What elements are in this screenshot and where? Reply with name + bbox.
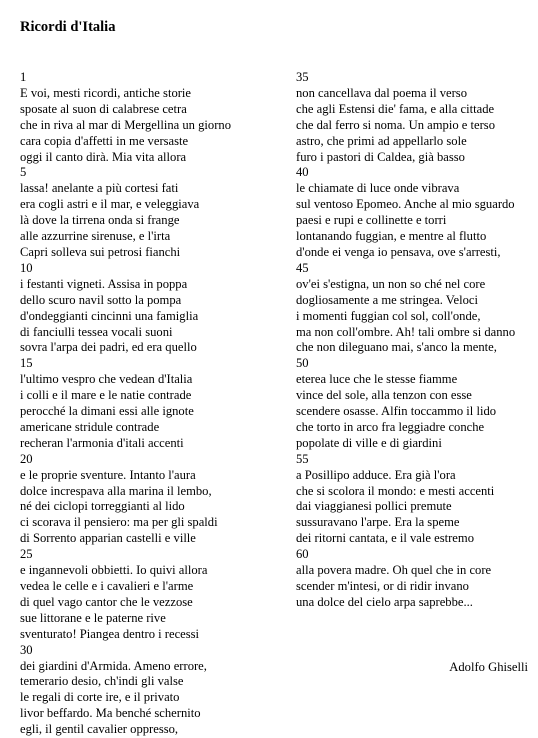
verse-line: l'ultimo vespro che vedean d'Italia <box>20 372 193 387</box>
verse-line: sposate al suon di calabrese cetra <box>20 101 187 116</box>
verse-line: sul ventoso Epomeo. Anche al mio sguardo <box>296 197 515 212</box>
verse-line: là dove la tirrena onda si frange <box>20 213 180 228</box>
verse-line: scendere osasse. Alfin toccammo il lido <box>296 404 497 419</box>
line-number: 60 <box>296 547 309 562</box>
verse-line: che torto in arco fra leggiadre conche <box>296 419 485 434</box>
verse-line: sventurato! Piangea dentro i recessi <box>20 626 200 641</box>
line-number: 20 <box>20 451 33 466</box>
verse-line: ov'ei s'estigna, un non so ché nel core <box>296 276 486 291</box>
verse-line: oggi il canto dirà. Mia vita allora <box>20 149 187 164</box>
verse-line: sussuravano l'arpe. Era la speme <box>296 515 460 530</box>
verse-line: alle azzurrine sirenuse, e l'irta <box>20 229 171 244</box>
verse-line: di fanciulli tessea vocali suoni <box>20 324 173 339</box>
verse-line: che agli Estensi die' fama, e alla cittade <box>296 101 495 116</box>
verse-line: i momenti fuggian col sol, coll'onde, <box>296 308 481 323</box>
verse-line: era cogli astri e il mar, e veleggiava <box>20 197 200 212</box>
verse-line: alla povera madre. Oh quel che in core <box>296 563 492 578</box>
verse-line: recheran l'armonia d'itali accenti <box>20 435 184 450</box>
verse-line: i festanti vigneti. Assisa in poppa <box>20 276 188 291</box>
poem-title: Ricordi d'Italia <box>20 19 116 35</box>
line-number: 50 <box>296 356 309 371</box>
verse-line: eterea luce che le stesse fiamme <box>296 372 458 387</box>
verse-line: dogliosamente a me stringea. Veloci <box>296 292 478 307</box>
verse-line: d'ondeggianti cincinni una famiglia <box>20 308 199 323</box>
left-column <box>20 70 231 738</box>
right-column <box>296 70 515 611</box>
verse-line: vedea le celle e i cavalieri e l'arme <box>20 579 194 593</box>
verse-line: d'onde ei venga io pensava, ove s'arresti, <box>296 244 501 259</box>
verse-line: che si scolora il mondo: e mesti accenti <box>296 483 495 498</box>
line-number: 40 <box>296 165 309 180</box>
verse-line: paesi e rupi e collinette e torri <box>296 213 447 228</box>
verse-line: livor beffardo. Ma benché schernito <box>20 706 201 721</box>
verse-line: furo i pastori di Caldea, già basso <box>296 149 465 164</box>
verse-line: Capri solleva sui petrosi fianchi <box>20 244 181 259</box>
verse-line: dei giardini d'Armida. Ameno errore, <box>20 658 207 673</box>
line-number: 35 <box>296 70 309 84</box>
verse-line: egli, il gentil cavalier oppresso, <box>20 722 179 737</box>
line-number: 55 <box>296 451 309 466</box>
verse-line: ma non coll'ombre. Ah! tali ombre si danno <box>296 324 516 339</box>
verse-line: le regali di corte ire, e il privato <box>20 690 180 705</box>
verse-line: le chiamate di luce onde vibrava <box>296 181 460 196</box>
line-number: 1 <box>20 70 27 84</box>
verse-line: non cancellava dal poema il verso <box>296 85 467 100</box>
verse-line: sovra l'arpa dei padri, ed era quello <box>20 340 197 355</box>
verse-line: temerario desio, ch'indi gli valse <box>20 674 184 689</box>
verse-line: e ingannevoli obbietti. Io quivi allora <box>20 563 208 578</box>
verse-line: che in riva al mar di Mergellina un giorno <box>20 117 232 132</box>
author-signature: Adolfo Ghiselli <box>449 660 528 674</box>
verse-line: che dal ferro si noma. Un ampio e terso <box>296 117 495 132</box>
verse-line: dei ritorni cantata, e il vale estremo <box>296 531 474 546</box>
verse-line: cara copia d'affetti in me versaste <box>20 133 189 148</box>
line-number: 45 <box>296 260 309 275</box>
verse-line: e le proprie sventure. Intanto l'aura <box>20 467 196 482</box>
verse-line: dai viaggianesi pollici premute <box>296 499 452 514</box>
line-number: 25 <box>20 547 33 562</box>
verse-line: lontanando fuggian, e mentre al flutto <box>296 229 487 244</box>
verse-line: a Posillipo adduce. Era già l'ora <box>296 467 456 482</box>
verse-line: lassa! anelante a più cortesi fati <box>20 181 179 196</box>
verse-line: sue littorane e le paterne rive <box>20 610 166 625</box>
verse-line: E voi, mesti ricordi, antiche storie <box>20 85 192 100</box>
line-number: 15 <box>20 356 33 371</box>
line-number: 10 <box>20 260 33 275</box>
verse-line: né dei ciclopi torreggianti al lido <box>20 499 185 514</box>
verse-line: vince del sole, alla tenzon con esse <box>296 388 472 403</box>
verse-line: scender m'intesi, or di ridir invano <box>296 579 469 593</box>
verse-line: di Sorrento apparian castelli e ville <box>20 531 196 546</box>
verse-line: ci scorava il pensiero: ma per gli spaldi <box>20 515 218 530</box>
verse-line: dello scuro navil sotto la pompa <box>20 292 182 307</box>
verse-line: perocché la dimani essi alle ignote <box>20 404 194 419</box>
verse-line: di quel vago cantor che le vezzose <box>20 594 193 609</box>
verse-line: popolate di ville e di giardini <box>296 435 442 450</box>
verse-line: i colli e il mare e le natie contrade <box>20 388 192 403</box>
line-number: 5 <box>20 165 27 180</box>
line-number: 30 <box>20 642 33 657</box>
verse-line: americane stridule contrade <box>20 419 160 434</box>
verse-line: una dolce del cielo arpa saprebbe... <box>296 594 473 609</box>
verse-line: dolce increspava alla marina il lembo, <box>20 483 212 498</box>
verse-line: che non dileguano mai, s'anco la mente, <box>296 340 497 355</box>
verse-line: astro, che primi ad appellarlo sole <box>296 133 467 148</box>
